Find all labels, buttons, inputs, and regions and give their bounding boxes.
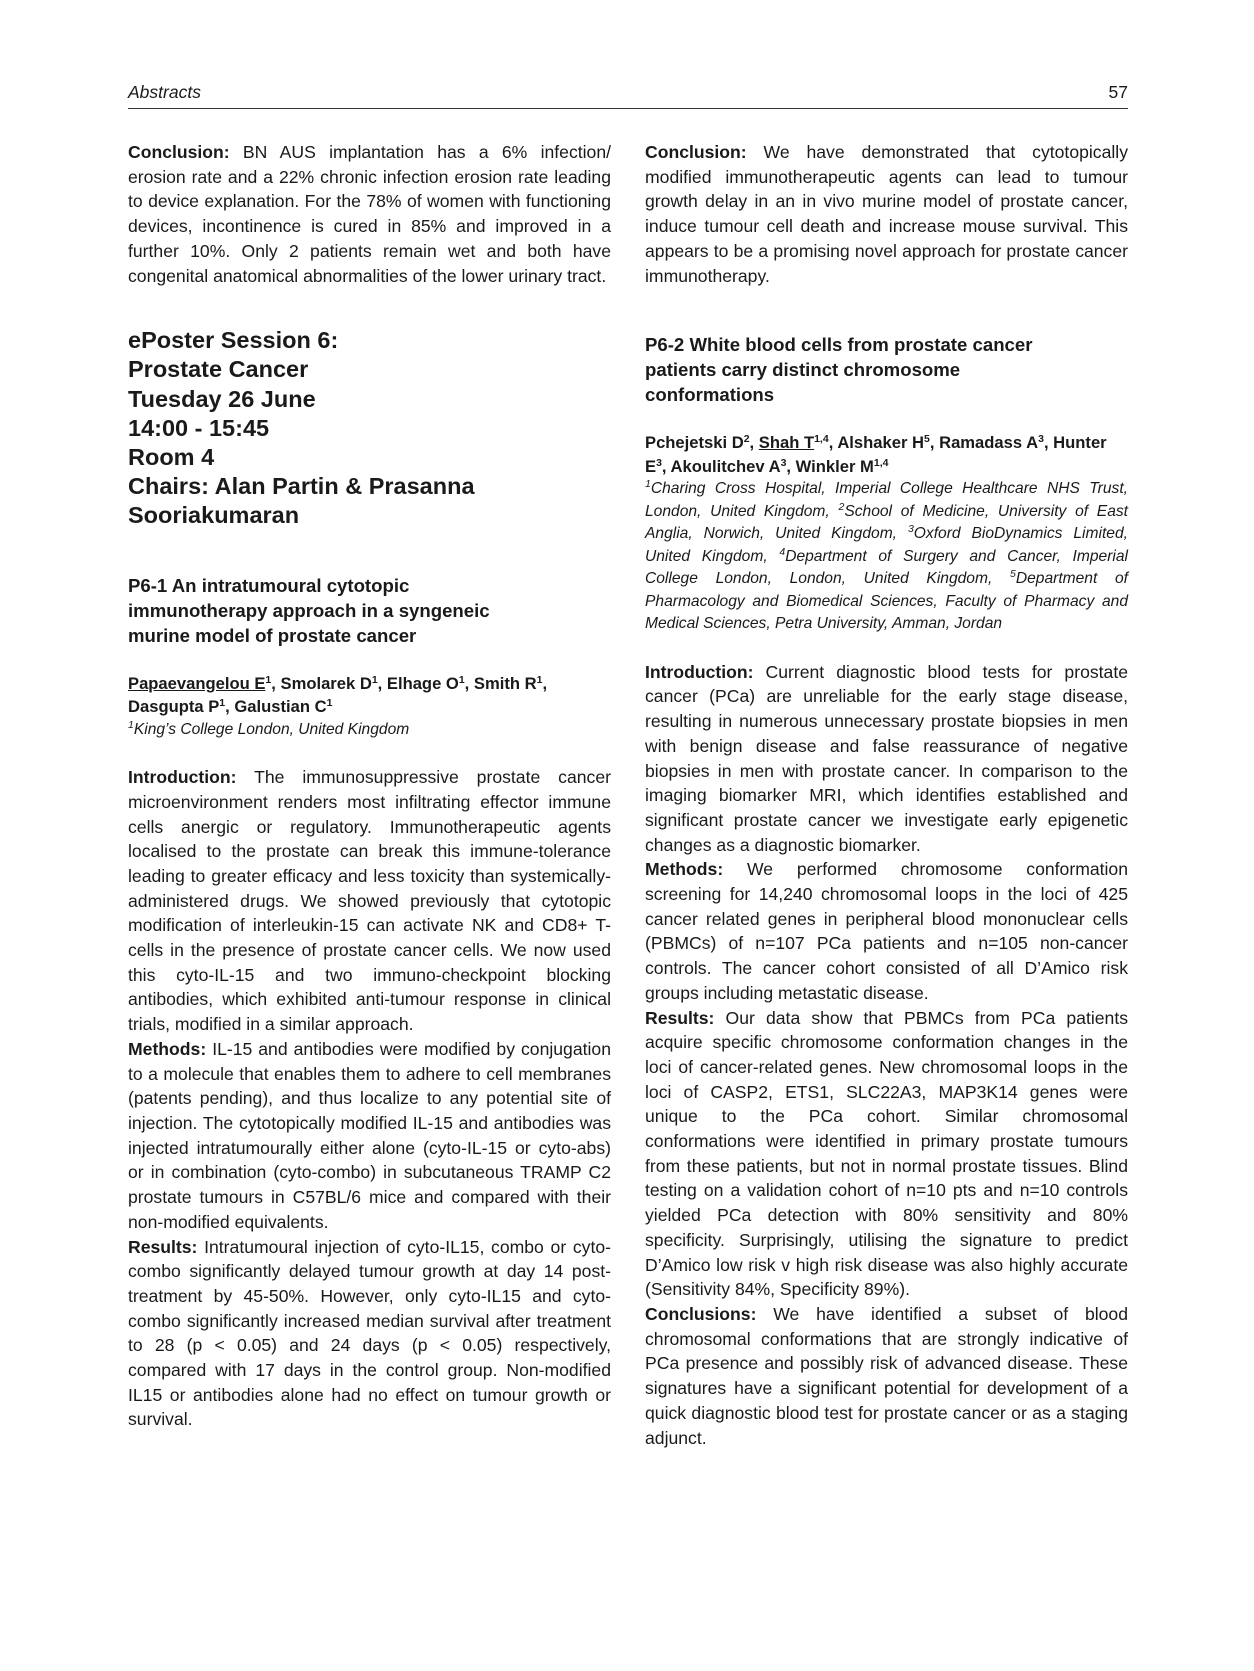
author-name: Hunter E (645, 433, 1107, 476)
abstract-title: P6-2 White blood cells from prostate cancer patients carry distinct chromosome conformations (645, 334, 1033, 406)
session-line: Prostate Cancer (128, 356, 309, 383)
author-sup: 3 (656, 456, 662, 469)
section-text: The immunosuppressive prostate cancer microenvironment renders most infiltrating effector immune cells anergic or regulatory. Immunotherapeutic agents localised to the prostate can break this immune-tolerance leading to greater efficacy and less toxicity than systemically-administered drugs. We showed previously that cytotopic modification of interleukin-15 can activate NK and CD8+ T-cells in the presence of prostate cancer cells. We now used this cyto-IL-15 and two immuno-checkpoint blocking antibodies, which exhibited anti-tumour response in clinical trials, modified in a similar approach. (128, 767, 611, 1035)
author-sup: 1 (265, 673, 272, 686)
affiliation-sup: 3 (907, 523, 914, 536)
section-label: Methods: (645, 859, 724, 880)
section-label: Introduction: (645, 661, 754, 682)
author-list: Papaevangelou $E^1$, Smolarek $D^1$, Elhage $O^1$, Smith $R^1$, Dasgupta $P^1$, Galustian $C^1$ (128, 673, 548, 717)
methods-paragraph (128, 1037, 611, 1235)
session-line: ePoster Session 6: (128, 327, 339, 354)
abstract-body (645, 660, 1128, 1451)
conclusion-paragraph (128, 140, 611, 288)
right-column (645, 140, 1128, 1450)
author-sup: 5 (924, 433, 930, 446)
section-text: Current diagnostic blood tests for prostate cancer (PCa) are unreliable for the early stage disease, resulting in numerous unnecessary prostate biopsies in men with benign disease and false reassurance of negative biopsies in men with prostate cancer. In comparison to the imaging biomarker MRI, which identifies established and significant prostate cancer we investigate early epigenetic changes as a diagnostic biomarker. (645, 661, 1129, 855)
affiliation-sup: 5 (1010, 568, 1016, 581)
conclusions-paragraph (645, 1302, 1128, 1450)
section-label: Results: (645, 1007, 715, 1028)
affiliation-sup: 4 (779, 545, 786, 558)
author-name: Alshaker H (837, 433, 925, 453)
section-label: Conclusions: (645, 1304, 757, 1324)
author-sup: 1 (458, 673, 465, 686)
affiliation-sup: 1 (645, 478, 651, 491)
session-line: 14:00 - 15:45 (128, 414, 270, 441)
author-name: Winkler M (795, 456, 874, 476)
section-text: IL-15 and antibodies were modified by conjugation to a molecule that enables them to adhere to cell membranes (patents pending), and thus localize to any potential site of injection. The cytotopically modified IL-15 and antibodies was injected intratumourally either alone (cyto-IL-15 or cyto-abs) or in combination (cyto-combo) in subcutaneous TRAMP C2 prostate tumours in C57BL/6 mice and compared with their non-modified equivalents. (128, 1038, 611, 1232)
introduction-paragraph (128, 765, 611, 1037)
affiliation-sup: 2 (838, 500, 845, 513)
page-header (128, 80, 1128, 109)
left-column (128, 140, 611, 1432)
author-name: Galustian C (234, 697, 327, 717)
affiliation-text: Department of Surgery and Cancer, Imperial College London, London, United Kingdom, (645, 547, 1128, 588)
affiliation-text: Department of Pharmacology and Biomedical Sciences, Faculty of Pharmacy and Medical Sciences, Petra University, Amman, Jordan (645, 570, 1129, 633)
author-sup: 3 (1038, 433, 1044, 446)
session-line: Room 4 (128, 444, 215, 471)
session-line: Tuesday 26 June (128, 385, 316, 412)
methods-paragraph (645, 857, 1128, 1005)
author-name: Dasgupta P (128, 697, 220, 717)
section-label: Methods: (128, 1038, 207, 1059)
session-line: Chairs: Alan Partin & Prasanna Sooriakumaran (128, 473, 475, 529)
author-sup: 1,4 (873, 456, 889, 469)
section-label: Conclusion: (645, 142, 747, 162)
abstract-body (128, 765, 611, 1432)
page-number: 57 (1108, 82, 1128, 102)
results-paragraph (645, 1006, 1128, 1302)
author-name: Papaevangelou E (128, 673, 266, 693)
author-name: Pchejetski D (645, 433, 744, 453)
affiliation-text: Charing Cross Hospital, Imperial College Healthcare NHS Trust, London, United Kingdom, (645, 480, 1128, 520)
author-name: Akoulitchev A (670, 456, 781, 476)
section-label: Results: (128, 1236, 198, 1257)
author-sup: 3 (780, 456, 787, 469)
affiliations (128, 719, 611, 742)
section-text: We have identified a subset of blood chromosomal conformations that are strongly indicative of PCa presence and possibly risk of advanced disease. These signatures have a significant potential for development of a quick diagnostic blood test for prostate cancer or as a staging adjunct. (645, 1304, 1128, 1448)
section-text: Our data show that PBMCs from PCa patients acquire specific chromosome conformation changes in the loci of cancer-related genes. New chromosomal loops in the loci of CASP2, ETS1, SLC22A3, MAP3K14 genes were unique to the PCa cohort. Similar chromosomal conformations were identified in primary prostate tumours from these patients, but not in normal prostate tissues. Blind testing on a validation cohort of n=10 pts and n=10 controls yielded PCa detection with 80% sensitivity and 80% specificity. Surprisingly, utilising the signature to predict D’Amico low risk v high risk disease was also highly accurate (Sensitivity 84%, Specificity 89%). (645, 1007, 1129, 1300)
introduction-paragraph (645, 660, 1128, 858)
session-heading (128, 326, 611, 530)
author-name: Elhage O (386, 673, 459, 693)
abstract-title: P6-1 An intratumoural cytotopic immunotherapy approach in a syngeneic murine model of prostate cancer (128, 574, 490, 646)
author-sup: 1,4 (814, 433, 829, 446)
section-text: BN AUS implantation has a 6% infection/ erosion rate and a 22% chronic infection erosion rate leading to device explanation. For the 78% of women with functioning devices, incontinence is cured in 85% and improved in a further 10%. Only 2 patients remain wet and both have congenital anatomical abnormalities of the lower urinary tract. (128, 142, 611, 286)
affiliation-text: Oxford BioDynamics Limited, United Kingdom, (645, 525, 1128, 565)
affiliation-text: King’s College London, United Kingdom (133, 720, 410, 738)
section-label: Conclusion: (128, 142, 230, 162)
section-text: Intratumoural injection of cyto-IL15, combo or cyto-combo significantly delayed tumour growth at day 14 post-treatment by 45-50%. However, only cyto-IL15 and cyto-combo significantly increased median survival after treatment to 28 (p < 0.05) and 24 days (p < 0.05) respectively, compared with 17 days in the control group. Non-modified IL15 or antibodies alone had no effect on tumour growth or survival. (128, 1236, 611, 1430)
author-sup: 1 (536, 673, 543, 686)
author-list: Pchejetski $D^2$, Shah T$^{1,4}$, Alshaker $H^5$, Ramadass $A^3$, Hunter $E^3$, Akoulitchev $A^3$, Winkler M$^{1,4}$ (645, 433, 1107, 476)
running-title: Abstracts (128, 82, 201, 102)
author-sup: 1 (371, 673, 378, 686)
results-paragraph (128, 1235, 611, 1433)
author-name: Smolarek D (280, 673, 372, 693)
affiliation-sup: 1 (128, 718, 134, 731)
section-label: Introduction: (128, 767, 237, 788)
affiliations (645, 478, 1128, 636)
author-sup: 2 (743, 433, 750, 446)
author-name: Shah T (758, 433, 815, 453)
author-name: Ramadass A (939, 433, 1039, 453)
author-sup: 1 (219, 697, 226, 710)
section-text: We have demonstrated that cytotopically modified immunotherapeutic agents can lead to tumour growth delay in an in vivo murine model of prostate cancer, induce tumour cell death and increase mouse survival. This appears to be a promising novel approach for prostate cancer immunotherapy. (645, 142, 1128, 286)
author-name: Smith R (473, 673, 537, 693)
affiliation-text: School of Medicine, University of East Anglia, Norwich, United Kingdom, (645, 502, 1128, 543)
author-sup: 1 (326, 697, 333, 710)
section-text: We performed chromosome conformation screening for 14,240 chromosomal loops in the loci of 425 cancer related genes in peripheral blood mononuclear cells (PBMCs) of n=107 PCa patients and n=105 non-cancer controls. The cancer cohort consisted of all D’Amico risk groups including metastatic disease. (645, 859, 1128, 1003)
conclusion-paragraph (645, 140, 1128, 288)
